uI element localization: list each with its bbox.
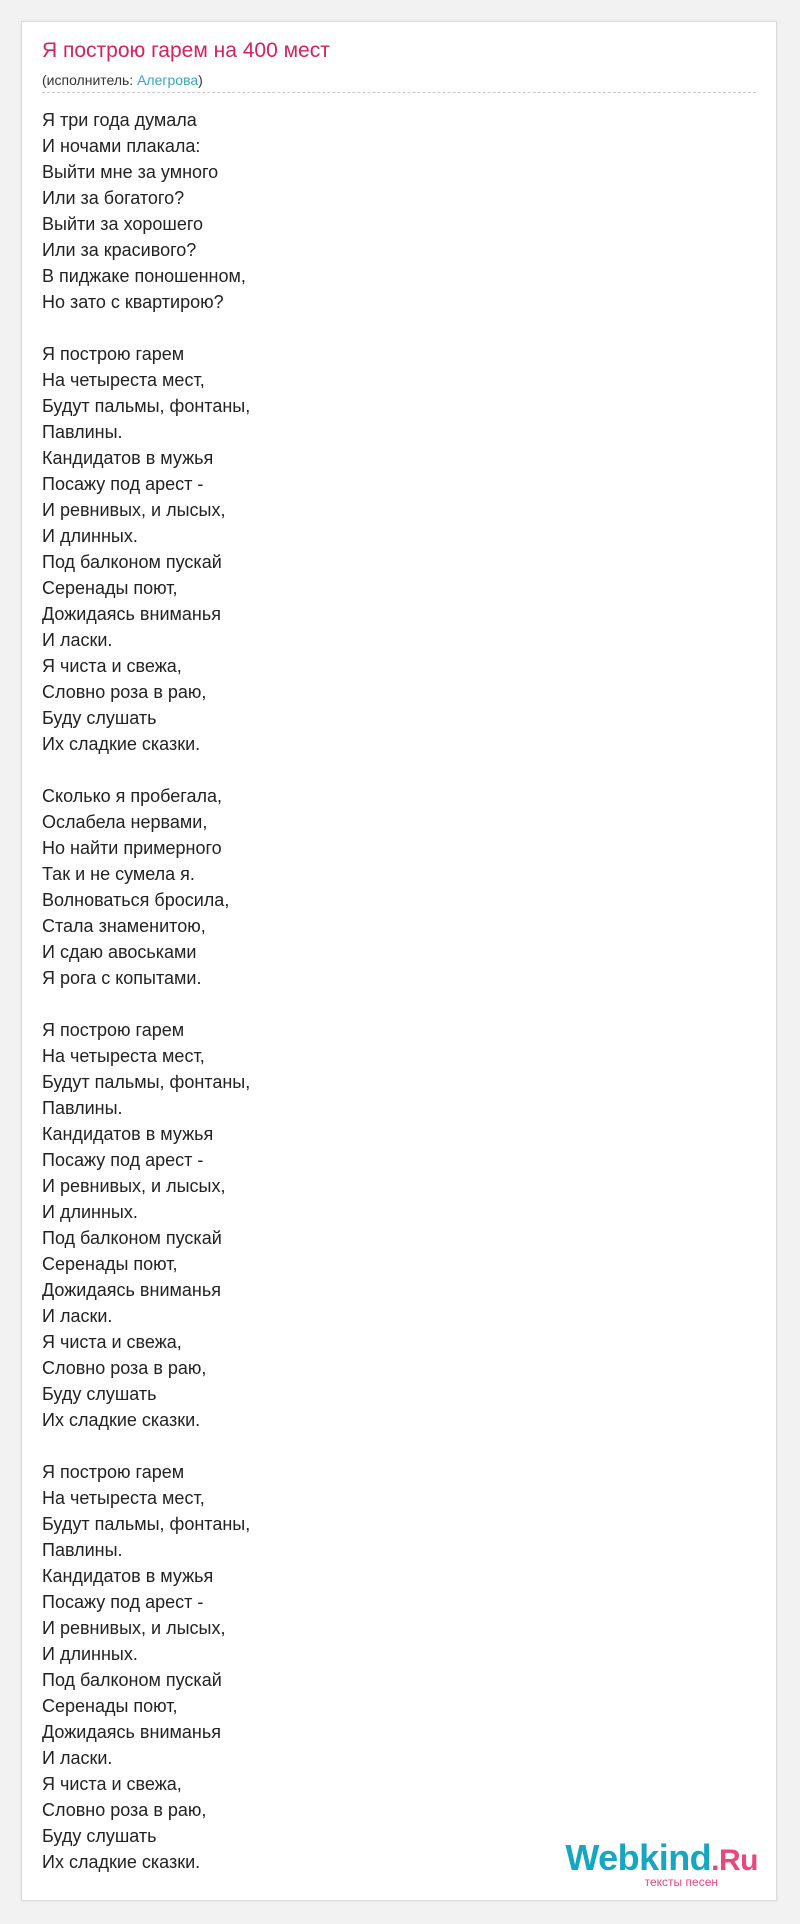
lyrics-line: И ласки.: [42, 1748, 113, 1768]
lyrics-stanza: [42, 341, 250, 757]
lyrics-line: На четыреста мест,: [42, 370, 205, 390]
lyrics-line: Павлины.: [42, 1098, 123, 1118]
lyrics-line: Будут пальмы, фонтаны,: [42, 396, 251, 416]
lyrics-line: На четыреста мест,: [42, 1488, 205, 1508]
lyrics-line: Под балконом пускай: [42, 552, 222, 572]
artist-link[interactable]: Алегрова: [137, 72, 199, 88]
lyrics-line: Кандидатов в мужья: [42, 1124, 214, 1144]
lyrics-line: Будут пальмы, фонтаны,: [42, 1514, 251, 1534]
lyrics-line: Ослабела нервами,: [42, 812, 208, 832]
lyrics-line: Буду слушать: [42, 708, 157, 728]
lyrics-line: Под балконом пускай: [42, 1228, 222, 1248]
lyrics-line: Павлины.: [42, 422, 123, 442]
lyrics-line: Их сладкие сказки.: [42, 1852, 201, 1872]
lyrics-line: Их сладкие сказки.: [42, 1410, 201, 1430]
lyrics-line: Но найти примерного: [42, 838, 222, 858]
lyrics-line: Я построю гарем: [42, 1020, 185, 1040]
artist-prefix: (исполнитель:: [42, 72, 138, 88]
lyrics-line: Кандидатов в мужья: [42, 448, 214, 468]
lyrics-line: Дожидаясь вниманья: [42, 1722, 221, 1742]
lyrics-line: Серенады поют,: [42, 1696, 178, 1716]
lyrics-line: Словно роза в раю,: [42, 1800, 207, 1820]
lyrics-line: И сдаю авоськами: [42, 942, 197, 962]
lyrics-line: И ночами плакала:: [42, 136, 201, 156]
lyrics-line: И ревнивых, и лысых,: [42, 500, 226, 520]
lyrics-line: И ревнивых, и лысых,: [42, 1618, 226, 1638]
lyrics-line: Словно роза в раю,: [42, 682, 207, 702]
artist-suffix: ): [198, 72, 203, 88]
song-title: Я построю гарем на 400 мест: [42, 39, 330, 62]
lyrics-line: Дожидаясь вниманья: [42, 604, 221, 624]
lyrics-line: Я чиста и свежа,: [42, 1332, 182, 1352]
lyrics-line: Словно роза в раю,: [42, 1358, 207, 1378]
lyrics-line: В пиджаке поношенном,: [42, 266, 246, 286]
lyrics-line: И длинных.: [42, 1644, 138, 1664]
watermark-tagline: тексты песен: [644, 1875, 718, 1889]
lyrics-line: Выйти за хорошего: [42, 214, 204, 234]
lyrics-line: И длинных.: [42, 526, 138, 546]
lyrics-line: Я чиста и свежа,: [42, 656, 182, 676]
lyrics-line: Волноваться бросила,: [42, 890, 230, 910]
lyrics-line: Посажу под арест -: [42, 474, 204, 494]
lyrics-line: И ласки.: [42, 1306, 113, 1326]
lyrics-line: Кандидатов в мужья: [42, 1566, 214, 1586]
lyrics-line: Посажу под арест -: [42, 1592, 204, 1612]
lyrics-line: Или за красивого?: [42, 240, 197, 260]
dashed-divider: [42, 92, 756, 93]
lyrics-line: На четыреста мест,: [42, 1046, 205, 1066]
lyrics-line: Буду слушать: [42, 1826, 157, 1846]
lyrics-line: Под балконом пускай: [42, 1670, 222, 1690]
lyrics-line: Сколько я пробегала,: [42, 786, 222, 806]
lyrics-line: И ласки.: [42, 630, 113, 650]
lyrics-line: Будут пальмы, фонтаны,: [42, 1072, 251, 1092]
lyrics-stanza: [42, 1017, 250, 1433]
lyrics-line: Дожидаясь вниманья: [42, 1280, 221, 1300]
lyrics-line: Выйти мне за умного: [42, 162, 219, 182]
lyrics-line: Я построю гарем: [42, 344, 185, 364]
lyrics-line: И ревнивых, и лысых,: [42, 1176, 226, 1196]
artist-line: [42, 73, 203, 87]
watermark-logo: [565, 1837, 758, 1878]
lyrics-line: Я чиста и свежа,: [42, 1774, 182, 1794]
lyrics-stanza: [42, 783, 250, 991]
lyrics-line: Так и не сумела я.: [42, 864, 195, 884]
lyrics-line: Я три года думала: [42, 110, 197, 130]
lyrics-line: Серенады поют,: [42, 1254, 178, 1274]
lyrics-line: Я рога с копытами.: [42, 968, 202, 988]
lyrics-stanza: [42, 107, 250, 315]
lyrics-text: [42, 107, 250, 1901]
lyrics-line: Их сладкие сказки.: [42, 734, 201, 754]
lyrics-card: [21, 21, 777, 1901]
watermark-name: Webkind: [565, 1837, 712, 1878]
lyrics-line: Но зато с квартирою?: [42, 292, 224, 312]
lyrics-line: Посажу под арест -: [42, 1150, 204, 1170]
lyrics-line: Или за богатого?: [42, 188, 185, 208]
lyrics-line: И длинных.: [42, 1202, 138, 1222]
webkind-watermark: [565, 1837, 758, 1889]
lyrics-line: Я построю гарем: [42, 1462, 185, 1482]
lyrics-line: Павлины.: [42, 1540, 123, 1560]
lyrics-line: Буду слушать: [42, 1384, 157, 1404]
lyrics-line: Стала знаменитою,: [42, 916, 206, 936]
lyrics-line: Серенады поют,: [42, 578, 178, 598]
watermark-tld: .Ru: [711, 1844, 758, 1877]
lyrics-stanza: [42, 1459, 250, 1875]
